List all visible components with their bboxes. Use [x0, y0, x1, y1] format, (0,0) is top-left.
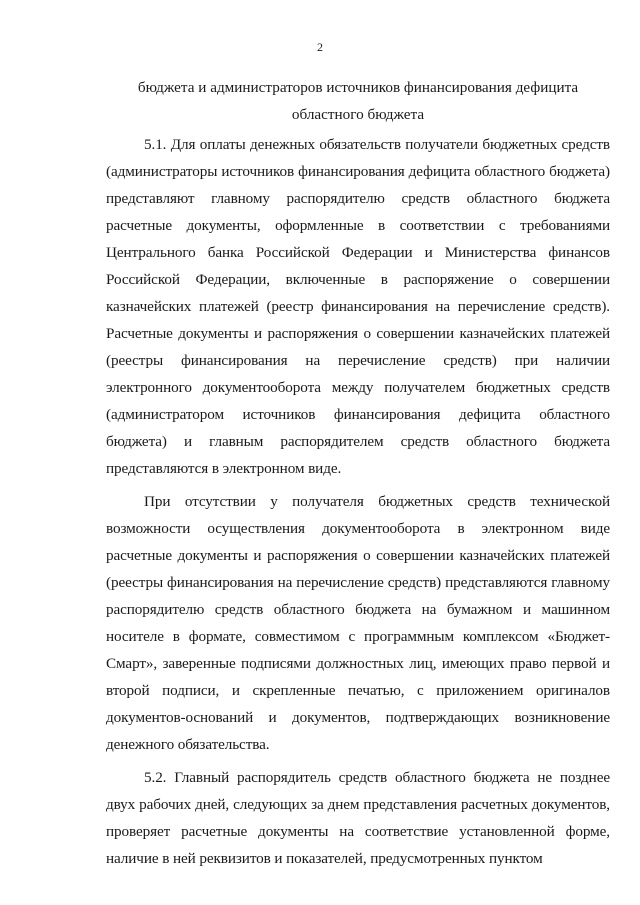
paragraph-no-electronic-access: При отсутствии у получателя бюджетных средств технической возможности осуществления документооборота в электронном виде расчетные документы и распоряжения о совершении казначейских платежей (реестры финансирования на перечисление средств) представляются главному распорядителю средств областного бюджета на бумажном и машинном носителе в формате, совместимом с программным комплексом «Бюджет-Смарт», заверенные подписями должностных лиц, имеющих право первой и второй подписи, и скрепленные печатью, с приложением оригиналов документов-оснований и документов, подтверждающих возникновение денежного обязательства.	[106, 493, 610, 753]
document-body	[106, 74, 610, 872]
paragraph-5-1: 5.1. Для оплаты денежных обязательств получатели бюджетных средств (администраторы источников финансирования дефицита областного бюджета) представляют главному распорядителю средств областного бюджета расчетные документы, оформленные в соответствии с требованиями Центрального банка Российской Федерации и Министерства финансов Российской Федерации, включенные в распоряжение о совершении казначейских платежей (реестр финансирования на перечисление средств). Расчетные документы и распоряжения о совершении казначейских платежей (реестры финансирования на перечисление средств) при наличии электронного документооборота между получателем бюджетных средств (администратором источников финансирования дефицита областного бюджета) и главным распорядителем средств областного бюджета представляются в электронном виде.	[106, 136, 610, 477]
paragraph-5-2: 5.2. Главный распорядитель средств областного бюджета не позднее двух рабочих дней, следующих за днем представления расчетных документов, проверяет расчетные документы на соответствие установленной форме, наличие в ней реквизитов и показателей, предусмотренных пунктом	[106, 769, 610, 867]
section-heading-line-2: областного бюджета	[291, 106, 425, 123]
page-number: 2	[317, 40, 323, 54]
section-heading-line-1: бюджета и администраторов источников финансирования дефицита	[137, 79, 579, 96]
